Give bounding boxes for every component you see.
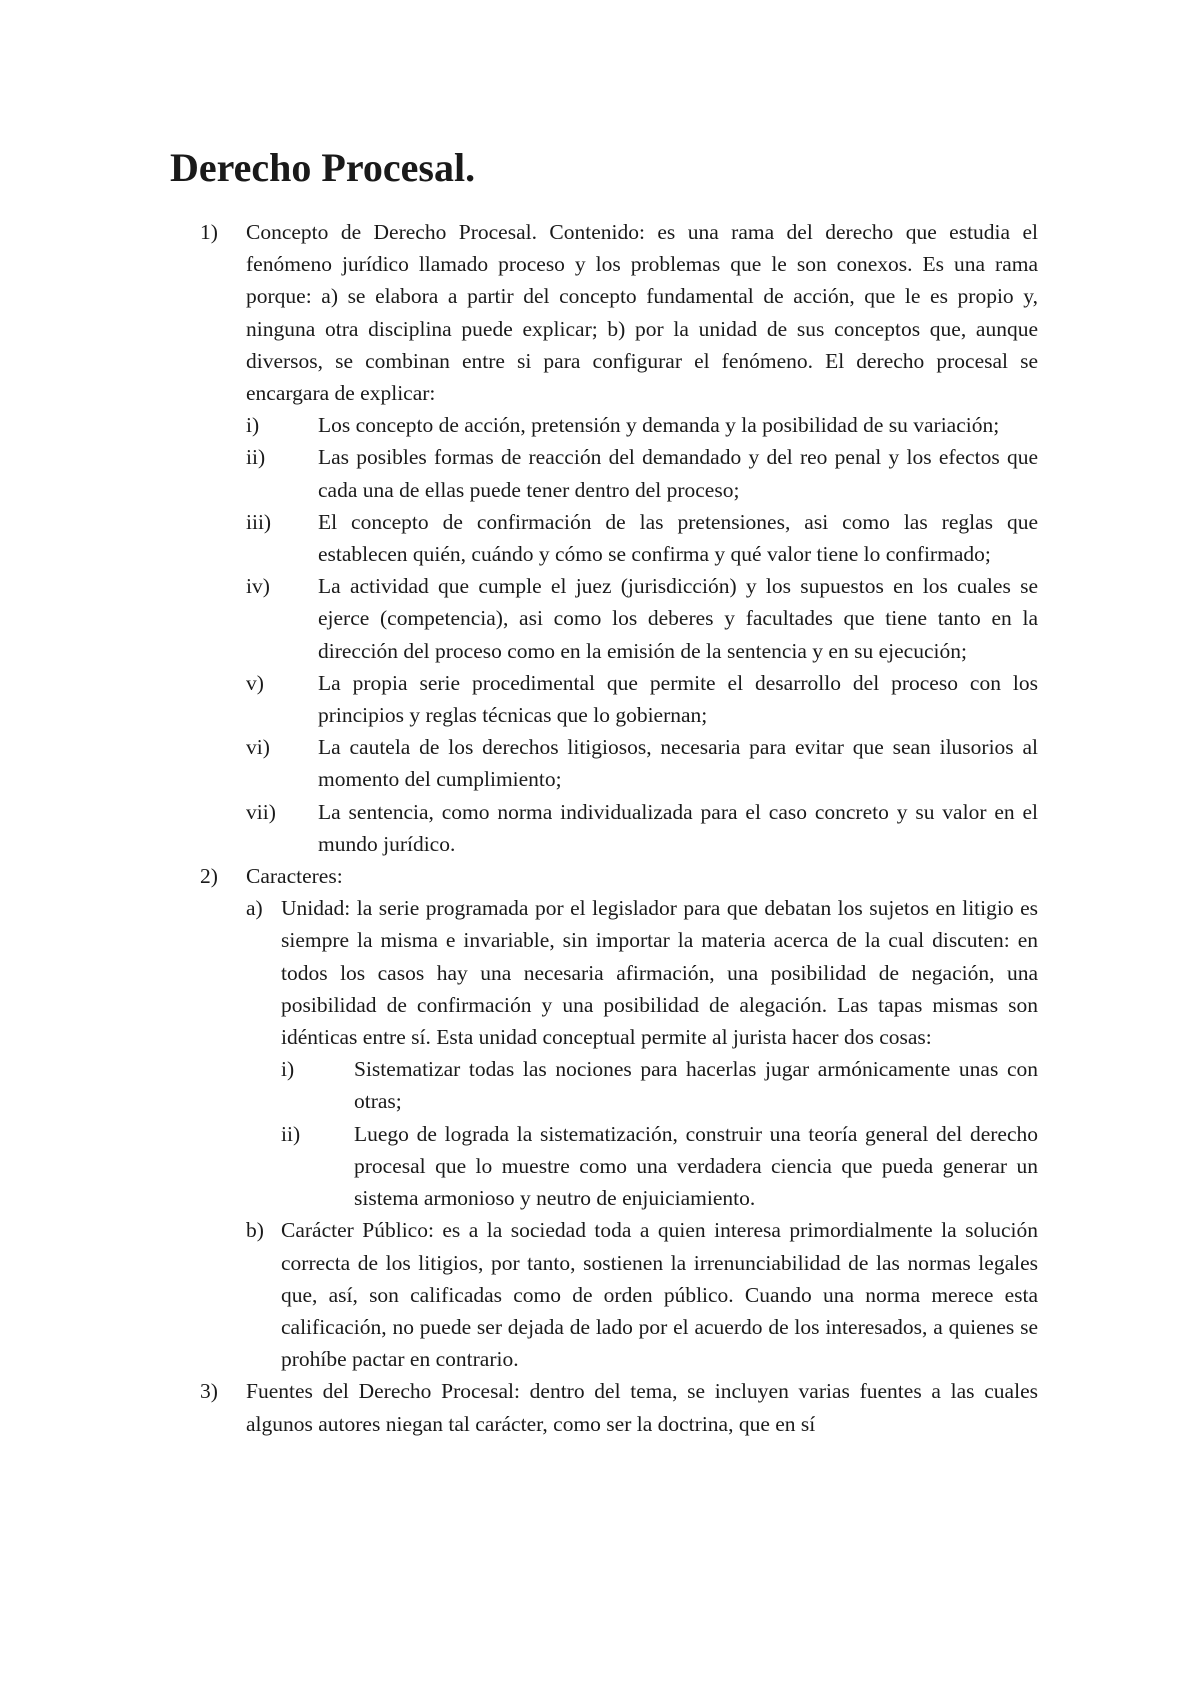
list-item (246, 570, 1038, 667)
list-item-text: El concepto de confirmación de las pretensiones, asi como las reglas que establecen quién, cuándo y cómo se confirma y qué valor tiene lo confirmado; (318, 509, 1038, 567)
section-number: 3) (200, 1379, 218, 1404)
subsection-text: Unidad: la serie programada por el legislador para que debatan los sujetos en litigio es siempre la misma e invariable, sin importar la materia acerca de la cual discuten: en todos los casos hay una necesaria afirmación, una posibilidad de negación, una posibilidad de confirmación y una posibilidad de alegación. Las tapas mismas son idénticas entre sí. Esta unidad conceptual permite al jurista hacer dos cosas: (281, 896, 1038, 1050)
list-marker: ii) (281, 1121, 301, 1146)
section-text: Fuentes del Derecho Procesal: dentro del tema, se incluyen varias fuentes a las cuales algunos autores niegan tal carácter, como ser la doctrina, que en sí (246, 1379, 1038, 1436)
list-marker: vi) (246, 735, 270, 760)
subsection-text: Carácter Público: es a la sociedad toda a quien interesa primordialmente la solución correcta de los litigios, por tanto, sostienen la irrenunciabilidad de las normas legales que, así, son calificadas como de orden público. Cuando una norma merece esta calificación, no puede ser dejada de lado por el acuerdo de los interesados, a quienes se prohíbe pactar en contrario. (281, 1218, 1038, 1372)
list-item-text: La cautela de los derechos litigiosos, necesaria para evitar que sean ilusorios al momento del cumplimiento; (318, 735, 1038, 792)
subsection-b (246, 1214, 1038, 1375)
section-3 (200, 1375, 1038, 1439)
list-item (246, 731, 1038, 795)
section-text: Concepto de Derecho Procesal. Contenido: es una rama del derecho que estudia el fenómeno jurídico llamado proceso y los problemas que le son conexos. Es una rama porque: a) se elabora a partir del concepto fundamental de acción, que le es propio y, ninguna otra disciplina puede explicar; b) por la unidad de sus conceptos que, aunque diversos, se combinan entre si para configurar el fenómeno. El derecho procesal se encargara de explicar: (246, 220, 1038, 406)
section-text: Caracteres: (246, 864, 343, 889)
list-marker: a) (246, 896, 263, 921)
list-item-text: Luego de lograda la sistematización, construir una teoría general del derecho procesal que lo muestre como una verdadera ciencia que pueda generar un sistema armonioso y neutro de enjuiciamiento. (354, 1121, 1038, 1211)
section-1 (200, 216, 1038, 860)
list-marker: ii) (246, 445, 266, 470)
list-marker: i) (246, 413, 260, 438)
list-item (281, 1053, 1038, 1117)
section-number: 1) (200, 220, 218, 244)
list-marker: iii) (246, 509, 272, 534)
list-item (246, 409, 1038, 441)
document-title: Derecho Procesal. (170, 145, 476, 190)
list-marker: iv) (246, 574, 270, 599)
list-item-text: Los concepto de acción, pretensión y demanda y la posibilidad de su variación; (318, 413, 1000, 438)
list-item-text: Sistematizar todas las nociones para hacerlas jugar armónicamente unas con otras; (354, 1057, 1038, 1114)
list-item-text: La sentencia, como norma individualizada para el caso concreto y su valor en el mundo jurídico. (318, 799, 1038, 856)
list-marker: i) (281, 1057, 295, 1082)
list-item (246, 796, 1038, 860)
list-item (246, 506, 1038, 570)
section-2 (200, 860, 1038, 1375)
list-marker: vii) (246, 799, 276, 824)
list-item (281, 1118, 1038, 1215)
list-item-text: La actividad que cumple el juez (jurisdicción) y los supuestos en los cuales se ejerce (competencia), asi como los deberes y facultades que tiene tanto en la dirección del proceso como en la emisión de la sentencia y en su ejecución; (318, 574, 1038, 663)
document-body (200, 216, 1038, 1440)
list-item (246, 667, 1038, 731)
list-item-text: Las posibles formas de reacción del demandado y del reo penal y los efectos que cada una de ellas puede tener dentro del proceso; (318, 445, 1038, 502)
list-marker: b) (246, 1218, 264, 1243)
subsection-a (246, 892, 1038, 1214)
section-number: 2) (200, 864, 218, 889)
list-marker: v) (246, 670, 264, 695)
list-item-text: La propia serie procedimental que permite el desarrollo del proceso con los principios y reglas técnicas que lo gobiernan; (318, 670, 1038, 728)
list-item (246, 441, 1038, 505)
